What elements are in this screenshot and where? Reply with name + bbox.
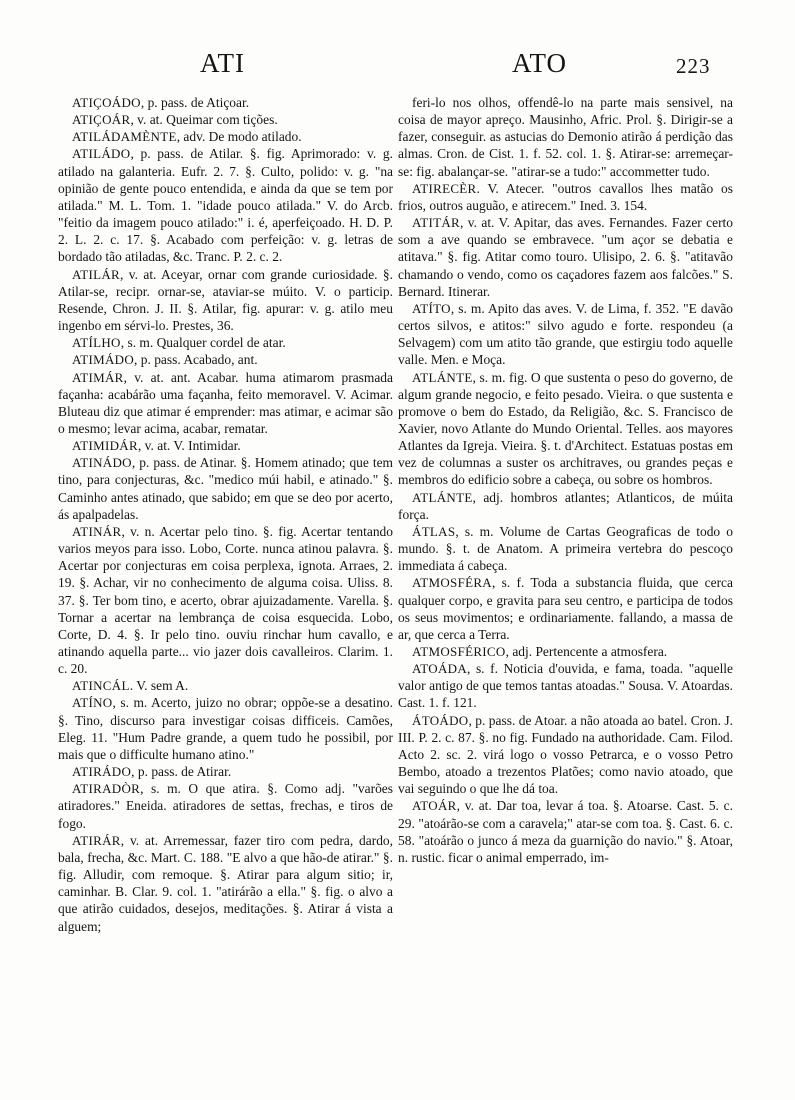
entry-headword: ATÍLHO (72, 335, 121, 351)
entry-text: feri-lo nos olhos, offendê-lo na parte mais sensivel, na coisa de mayor apreço. Mausinho, Afric. Prol. §. Dirigir-se a fazer, conseguir. as astucias do Demonio atirão á perdição das almas. Cron. de Cist. 1. f. 52. col. 1. §. Atirar-se: arremeçar-se: fig. abalançar-se. "atirar-se a tudo:" accommetter tudo. (398, 95, 733, 179)
entry-headword: ATIRÁR (72, 832, 121, 848)
entry-headword: ATINÁDO (72, 455, 132, 471)
entry-headword: ATOÁDA (412, 661, 468, 677)
entry-text: , p. pass. de Atirar. (131, 764, 232, 780)
entry-text: , v. at. Queimar com tições. (130, 112, 278, 128)
entry-headword: ATLÁNTE (412, 369, 473, 385)
entry-headword: ATIÇOÁDO (72, 95, 141, 110)
entry-headword: ATIRADÒR (72, 781, 141, 797)
dictionary-entry (398, 574, 733, 643)
right-column (398, 94, 733, 866)
entry-headword: ATOÁR (412, 798, 457, 814)
dictionary-entry (58, 763, 393, 780)
entry-headword: ATÍTO (412, 300, 451, 316)
entry-text: . V. Atecer. "outros cavallos lhes matão os frios, outros auguão, e atirecem." Ined. 3. 154. (398, 180, 733, 213)
entry-headword: ATMOSFÉRA (412, 575, 492, 591)
entry-headword: ATITÁR (412, 215, 461, 231)
dictionary-entry (398, 94, 733, 180)
entry-text: , s. m. O que atira. §. Como adj. "varões atiradores." Eneida. atiradores de settas, frechas, e tiros de fogo. (58, 781, 393, 831)
dictionary-entry (398, 643, 733, 660)
entry-text: , s. m. fig. O que sustenta o peso do governo, de algum grande negocio, e feito pesado. Vieira. o que sustenta e promove o bem do Estado, da Religião, &c. S. Francisco de Xavier, novo Atlante do Mundo Oriental. Telles. aos mayores Atlantes da Igreja. Vieira. §. t. d'Architect. Estatuas postas em vez de columnas a suster os architraves, ou grandes peças e membros do edificio sobre a cabeça, ou sobre os hombros. (398, 369, 733, 488)
entry-text: , s. f. Toda a substancia fluida, que cerca qualquer corpo, e gravita para seu centro, e participa de todos os seus movimentos; e ordinariamente. fallando, a massa de ar, que cerca a Terra. (398, 575, 733, 642)
dictionary-entry (398, 523, 733, 574)
page-number: 223 (676, 54, 711, 78)
entry-text: , v. at. Arremessar, fazer tiro com pedra, dardo, bala, frecha, &c. Mart. C. 188. "E alvo a que hão-de atirar." §. fig. Alludir, com remoque. §. Atirar para algum sitio; ir, caminhar. B. Clar. 9. col. 1. "atirárão a ella." §. fig. o alvo a que atirão cuidados, desejos, meditações. §. Atirar á vista a alguem; (58, 832, 393, 934)
entry-headword: ÁTLAS (412, 523, 456, 539)
entry-text: . V. sem A. (129, 678, 189, 694)
entry-headword: ATIMIDÁR (72, 438, 138, 454)
dictionary-entry (398, 660, 733, 711)
dictionary-entry (398, 214, 733, 300)
entry-text: , adj. Pertencente a atmosfera. (505, 644, 668, 659)
entry-headword: ATLÁNTE (412, 489, 473, 505)
entry-text: , adj. hombros atlantes; Atlanticos, de múita força. (398, 489, 733, 522)
dictionary-entry (398, 369, 733, 489)
entry-text: , s. m. Acerto, juizo no obrar; oppõe-se a desatino. §. Tino, discurso para investigar coisas difficeis. Camões, Eleg. 11. "Hum Padre grande, a quem tudo he possibil, por mais que o difficulte humano atino." (58, 695, 393, 762)
entry-headword: ÁTOÁDO (412, 712, 469, 728)
dictionary-entry (58, 111, 393, 128)
running-head-right: ATO (512, 48, 568, 78)
dictionary-entry (58, 454, 393, 523)
entry-headword: ATILÁDO (72, 146, 131, 162)
entry-text: , s. f. Noticia d'ouvida, e fama, toada. "aquelle valor antigo de que temos tantas atoadas." Sousa. V. Atoardas. Cast. 1. f. 121. (398, 661, 733, 711)
entry-headword: ATMOSFÉRICO (412, 644, 506, 659)
entry-headword: ATÍNO (72, 695, 113, 711)
entry-text: , v. at. ant. Acabar. huma atimarom prasmada façanha: acabárão uma façanha, feito memoravel. V. Acimar. Bluteau diz que atimar é emprender: mas atimar, e acimar são o mesmo; levar acima, acabar, rematar. (58, 369, 393, 436)
dictionary-entry (398, 712, 733, 798)
entry-headword: ATIRÁDO (72, 764, 132, 780)
entry-text: , p. pass. Acabado, ant. (134, 352, 258, 368)
entry-text: , v. at. V. Apitar, das aves. Fernandes. Fazer certo som a ave quando se embravece. "um açor se debatia e atitava." §. fig. Atitar como touro. Ulisipo, 2. 6. §. "atitavão chamando o vendo, como os caçadores fazem aos falcões." S. Bernard. Itinerar. (398, 215, 733, 299)
dictionary-entry (58, 128, 393, 145)
entry-text: , v. at. Aceyar, ornar com grande curiosidade. §. Atilar-se, recipr. ornar-se, ataviar-se múito. V. o particip. Resende, Chron. J. II. §. Atilar, fig. apurar: v. g. atilo meu ingenbo em sérvi-lo. Prestes, 36. (58, 266, 393, 334)
dictionary-entry (58, 437, 393, 454)
dictionary-entry (58, 694, 393, 763)
dictionary-entry (58, 832, 393, 935)
running-head-left: ATI (200, 48, 245, 78)
left-column (58, 94, 393, 935)
entry-headword: ATIRECÈR (412, 180, 477, 196)
entry-text: , v. at. Dar toa, levar á toa. §. Atoarse. Cast. 5. c. 29. "atoárão-se com a caravela;" atar-se com toa. §. Cast. 6. c. 58. "atoárão o junco á meza da guarnição do navio." §. Atoar, n. rustic. ficar o animal emperrado, im- (398, 798, 733, 865)
entry-headword: ATIÇOÁR (72, 112, 131, 128)
entry-text: , p. pass. de Atinar. §. Homem atinado; que tem tino, para conjecturas, &c. "medico múi habil, e atinado." §. Caminho antes atinado, que sabido; em que se deo por acerto, ás apalpadelas. (58, 455, 393, 522)
dictionary-entry (58, 334, 393, 351)
entry-text: , s. m. Volume de Cartas Geograficas de todo o mundo. §. t. de Anatom. A primeira vertebra do pescoço immediata á cabeça. (398, 523, 733, 574)
dictionary-entry (58, 780, 393, 831)
dictionary-entry (398, 797, 733, 866)
entry-text: , p. pass. de Atilar. §. fig. Aprimorado: v. g. atilado na galanteria. Eufr. 2. 7. §. Culto, polido: v. g. "na opinião de gente pouco entendida, e ainda da que se tem por atilada." M. L. Tom. 1. "idade pouco atilada." V. do Arcb. "feitio da imagem pouco atilado:" i. é, aperfeiçoado. H. D. P. 2. L. 2. c. 17. §. Acabado com perfeição: v. g. letras de bordado tão atiladas, &c. Tranc. P. 2. c. 2. (58, 146, 393, 265)
entry-headword: ATILÁR (72, 266, 121, 282)
dictionary-entry (58, 369, 393, 438)
dictionary-entry (58, 677, 393, 694)
dictionary-entry (58, 145, 393, 265)
dictionary-entry (58, 523, 393, 677)
entry-text: , p. pass. de Atoar. a não atoada ao batel. Cron. J. III. P. 2. c. 87. §. no fig. Fundado na authoridade. Cam. Filod. Acto 2. sc. 2. virá logo o vosso Petrarca, e o vosso Petro Bembo, atoado a trezentos Platões; como navio atoado, que vai seguindo o que lhe dá toa. (398, 712, 733, 797)
dictionary-entry (58, 94, 393, 111)
entry-headword: ATINCÁL (72, 678, 130, 694)
entry-text: , s. m. Qualquer cordel de atar. (120, 335, 286, 351)
entry-text: , p. pass. de Atiçoar. (140, 95, 250, 110)
entry-text: , v. n. Acertar pelo tino. §. fig. Acertar tentando varios meyos para isso. Lobo, Corte. nunca atinou palavra. §. Acertar por conjecturas em coisa perplexa, ignota. Arraes, 2. 19. §. Achar, vir no conhecimento de alguma coisa. Uliss. 8. 37. §. Ter bom tino, e acerto, obrar ajuizadamente. Varella. §. Tornar a acertar na lembrança de coisa esquecida. Lobo, Corte, D. 4. §. Ir pelo tino. ouviu rinchar hum cavallo, e atinando aquella parte... vio jazer dois cavalleiros. Clarim. 1. c. 20. (58, 523, 393, 677)
entry-headword: ATILÁDAMÈNTE (72, 129, 177, 145)
dictionary-entry (398, 300, 733, 369)
entry-headword: ATIMÁR (72, 369, 124, 385)
dictionary-entry (58, 266, 393, 335)
dictionary-entry (398, 489, 733, 523)
entry-headword: ATINÁR (72, 523, 122, 539)
dictionary-entry (58, 351, 393, 368)
entry-text: , s. m. Apito das aves. V. de Lima, f. 352. "E davão certos silvos, e atitos:" silvo agudo e forte. respondeu (a Selvagem) com um atito tão grande, que estirgiu todo aquelle valle. Men. e Moça. (398, 300, 733, 368)
entry-text: , v. at. V. Intimidar. (137, 438, 241, 454)
dictionary-entry (398, 180, 733, 214)
entry-text: , adv. De modo atilado. (176, 129, 302, 145)
entry-headword: ATIMÁDO (72, 352, 135, 368)
